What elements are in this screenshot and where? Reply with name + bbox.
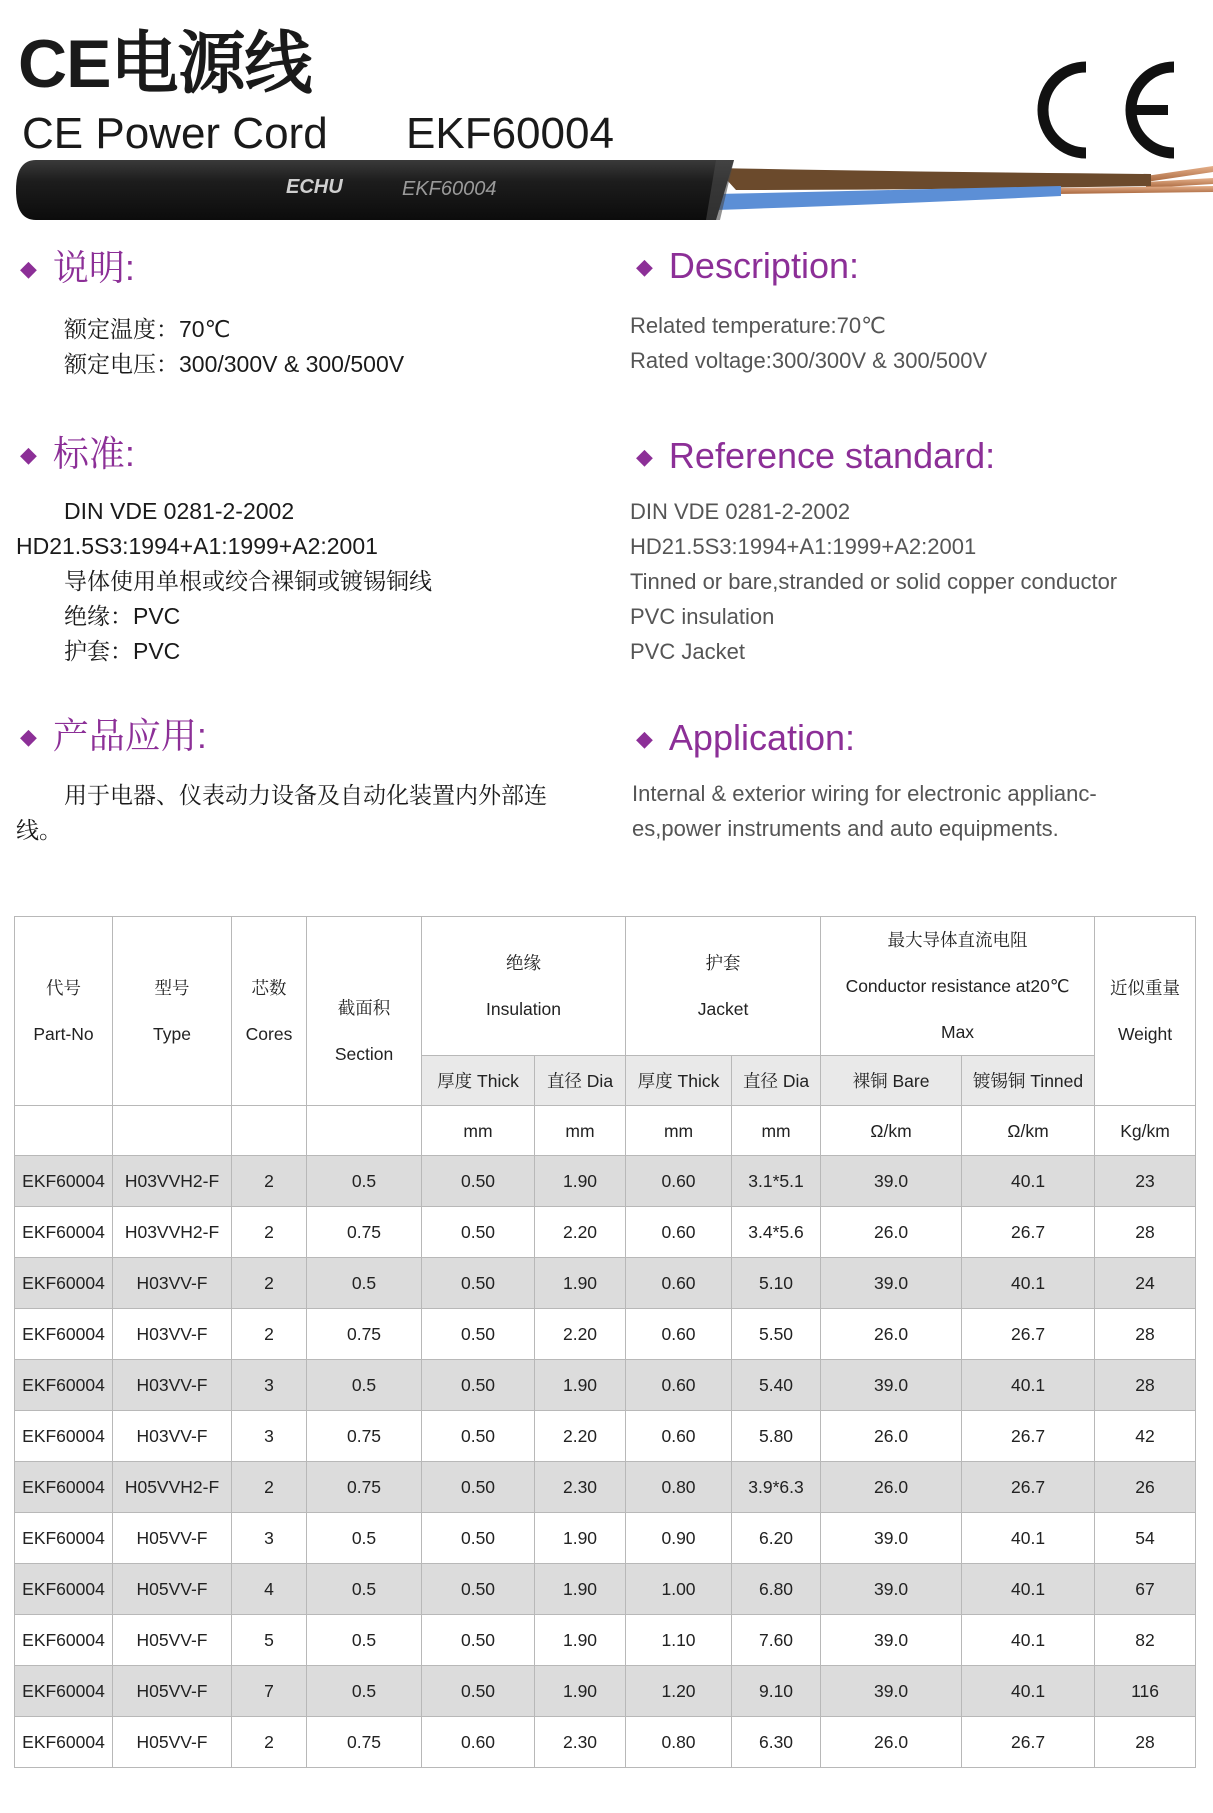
- cell-type: H05VVH2-F: [113, 1462, 232, 1513]
- section-heading-desc-zh: ◆ 说明:: [20, 247, 135, 288]
- cell-jacket-thick: 0.60: [626, 1258, 732, 1309]
- unit-cell-empty: [232, 1106, 307, 1156]
- cell-jacket-thick: 1.00: [626, 1564, 732, 1615]
- cell-resistance-tinned: 40.1: [962, 1258, 1095, 1309]
- cell-weight: 28: [1095, 1717, 1196, 1768]
- cell-cores: 5: [232, 1615, 307, 1666]
- cell-cores: 3: [232, 1411, 307, 1462]
- cell-type: H05VV-F: [113, 1615, 232, 1666]
- cell-section: 0.75: [307, 1207, 422, 1258]
- cell-jacket-dia: 6.80: [732, 1564, 821, 1615]
- ce-mark-icon: [1028, 55, 1183, 165]
- table-row: [15, 1513, 1196, 1564]
- cell-part-no: EKF60004: [15, 1666, 113, 1717]
- cell-part-no: EKF60004: [15, 1513, 113, 1564]
- unit-cell: Ω/km: [821, 1106, 962, 1156]
- header-resistance-tinned: 镀锡铜 Tinned: [962, 1056, 1095, 1106]
- cell-resistance-bare: 26.0: [821, 1207, 962, 1258]
- cell-jacket-thick: 1.10: [626, 1615, 732, 1666]
- table-row: [15, 1564, 1196, 1615]
- cell-cores: 2: [232, 1717, 307, 1768]
- app-en-text: Internal & exterior wiring for electronic applianc- es,power instruments and auto equipments.: [632, 781, 1097, 841]
- cell-resistance-tinned: 40.1: [962, 1156, 1095, 1207]
- cell-jacket-thick: 0.60: [626, 1207, 732, 1258]
- cell-insulation-dia: 1.90: [535, 1360, 626, 1411]
- cell-weight: 28: [1095, 1309, 1196, 1360]
- cell-type: H03VV-F: [113, 1360, 232, 1411]
- cell-insulation-dia: 1.90: [535, 1513, 626, 1564]
- cell-cores: 4: [232, 1564, 307, 1615]
- cell-cores: 2: [232, 1309, 307, 1360]
- cell-section: 0.75: [307, 1462, 422, 1513]
- table-row: [15, 1462, 1196, 1513]
- cell-part-no: EKF60004: [15, 1156, 113, 1207]
- cell-resistance-tinned: 26.7: [962, 1207, 1095, 1258]
- cell-part-no: EKF60004: [15, 1207, 113, 1258]
- unit-cell-empty: [113, 1106, 232, 1156]
- cell-section: 0.75: [307, 1309, 422, 1360]
- cell-resistance-tinned: 40.1: [962, 1666, 1095, 1717]
- cell-resistance-tinned: 40.1: [962, 1513, 1095, 1564]
- cell-insulation-thick: 0.50: [422, 1360, 535, 1411]
- cell-insulation-dia: 2.20: [535, 1309, 626, 1360]
- cell-section: 0.5: [307, 1258, 422, 1309]
- cell-insulation-dia: 1.90: [535, 1564, 626, 1615]
- cell-insulation-dia: 1.90: [535, 1615, 626, 1666]
- table-row: [15, 1156, 1196, 1207]
- header-cores: 芯数 Cores: [232, 917, 307, 1106]
- cell-type: H05VV-F: [113, 1666, 232, 1717]
- cell-cores: 7: [232, 1666, 307, 1717]
- unit-cell: mm: [626, 1106, 732, 1156]
- cell-part-no: EKF60004: [15, 1462, 113, 1513]
- page-title-en: CE Power Cord: [22, 109, 328, 158]
- cell-part-no: EKF60004: [15, 1717, 113, 1768]
- cell-part-no: EKF60004: [15, 1411, 113, 1462]
- cell-insulation-dia: 1.90: [535, 1666, 626, 1717]
- cell-insulation-thick: 0.50: [422, 1258, 535, 1309]
- table-row: [15, 1717, 1196, 1768]
- table-row: [15, 1207, 1196, 1258]
- cell-jacket-dia: 3.4*5.6: [732, 1207, 821, 1258]
- cell-part-no: EKF60004: [15, 1360, 113, 1411]
- cell-insulation-dia: 2.30: [535, 1717, 626, 1768]
- unit-cell: Ω/km: [962, 1106, 1095, 1156]
- cell-weight: 82: [1095, 1615, 1196, 1666]
- cell-jacket-thick: 0.90: [626, 1513, 732, 1564]
- cable-illustration: [16, 160, 1213, 240]
- cell-weight: 28: [1095, 1360, 1196, 1411]
- cell-insulation-thick: 0.50: [422, 1411, 535, 1462]
- cell-section: 0.5: [307, 1156, 422, 1207]
- cell-resistance-bare: 39.0: [821, 1258, 962, 1309]
- header-weight: 近似重量 Weight: [1095, 917, 1196, 1106]
- cell-insulation-thick: 0.50: [422, 1615, 535, 1666]
- table-row: [15, 1411, 1196, 1462]
- cell-part-no: EKF60004: [15, 1309, 113, 1360]
- header-jacket: 护套 Jacket: [626, 917, 821, 1056]
- unit-cell: Kg/km: [1095, 1106, 1196, 1156]
- section-heading-std-en: ◆ Reference standard:: [636, 435, 996, 476]
- diamond-bullet-icon: ◆: [636, 444, 653, 469]
- cable-brand-logo: ECHU: [286, 176, 343, 198]
- cell-jacket-dia: 3.1*5.1: [732, 1156, 821, 1207]
- cell-resistance-bare: 26.0: [821, 1309, 962, 1360]
- cell-cores: 3: [232, 1513, 307, 1564]
- cell-resistance-bare: 39.0: [821, 1564, 962, 1615]
- page-title-zh: CE电源线: [18, 26, 312, 102]
- cell-weight: 54: [1095, 1513, 1196, 1564]
- diamond-bullet-icon: ◆: [20, 442, 37, 467]
- cell-cores: 3: [232, 1360, 307, 1411]
- cell-resistance-bare: 39.0: [821, 1615, 962, 1666]
- cell-jacket-thick: 1.20: [626, 1666, 732, 1717]
- header-insulation-dia: 直径 Dia: [535, 1056, 626, 1106]
- cell-resistance-bare: 39.0: [821, 1156, 962, 1207]
- cell-part-no: EKF60004: [15, 1564, 113, 1615]
- cell-type: H05VV-F: [113, 1717, 232, 1768]
- cell-resistance-bare: 39.0: [821, 1513, 962, 1564]
- cell-weight: 26: [1095, 1462, 1196, 1513]
- cell-insulation-thick: 0.50: [422, 1309, 535, 1360]
- section-heading-std-zh: ◆ 标准:: [20, 433, 135, 474]
- header-resistance-bare: 裸铜 Bare: [821, 1056, 962, 1106]
- cable-print-text: EKF60004: [402, 178, 497, 200]
- cell-jacket-dia: 6.30: [732, 1717, 821, 1768]
- cell-type: H03VVH2-F: [113, 1207, 232, 1258]
- app-zh-text: 用于电器、仪表动力设备及自动化装置内外部连 线。: [16, 782, 547, 843]
- cell-cores: 2: [232, 1156, 307, 1207]
- table-row: [15, 1615, 1196, 1666]
- cell-section: 0.75: [307, 1717, 422, 1768]
- desc-en-text: Related temperature:70℃ Rated voltage:300/300V & 300/500V: [630, 313, 988, 373]
- spec-table-body: [15, 1156, 1196, 1768]
- cell-resistance-tinned: 26.7: [962, 1411, 1095, 1462]
- cell-resistance-bare: 39.0: [821, 1666, 962, 1717]
- cell-jacket-thick: 0.80: [626, 1717, 732, 1768]
- cell-type: H03VVH2-F: [113, 1156, 232, 1207]
- header-section: 截面积 Section: [307, 917, 422, 1106]
- cell-resistance-tinned: 40.1: [962, 1360, 1095, 1411]
- unit-cell-empty: [15, 1106, 113, 1156]
- cell-cores: 2: [232, 1462, 307, 1513]
- cell-insulation-thick: 0.50: [422, 1564, 535, 1615]
- cell-weight: 67: [1095, 1564, 1196, 1615]
- header-type: 型号 Type: [113, 917, 232, 1106]
- diamond-bullet-icon: ◆: [20, 724, 37, 749]
- table-row: [15, 1309, 1196, 1360]
- table-row: [15, 1666, 1196, 1717]
- cell-weight: 42: [1095, 1411, 1196, 1462]
- cell-jacket-thick: 0.60: [626, 1156, 732, 1207]
- cell-resistance-tinned: 40.1: [962, 1615, 1095, 1666]
- cell-part-no: EKF60004: [15, 1615, 113, 1666]
- cell-jacket-dia: 5.80: [732, 1411, 821, 1462]
- cell-weight: 116: [1095, 1666, 1196, 1717]
- cell-resistance-bare: 26.0: [821, 1717, 962, 1768]
- header-resistance: 最大导体直流电阻 Conductor resistance at20℃ Max: [821, 917, 1095, 1056]
- cell-type: H05VV-F: [113, 1564, 232, 1615]
- cell-weight: 23: [1095, 1156, 1196, 1207]
- cell-insulation-thick: 0.50: [422, 1156, 535, 1207]
- cell-jacket-dia: 5.40: [732, 1360, 821, 1411]
- section-heading-desc-en: ◆ Description:: [636, 245, 859, 286]
- cell-resistance-bare: 39.0: [821, 1360, 962, 1411]
- cell-jacket-dia: 5.50: [732, 1309, 821, 1360]
- diamond-bullet-icon: ◆: [636, 726, 653, 751]
- cell-resistance-tinned: 26.7: [962, 1717, 1095, 1768]
- cell-resistance-bare: 26.0: [821, 1411, 962, 1462]
- cell-jacket-thick: 0.80: [626, 1462, 732, 1513]
- unit-cell: mm: [535, 1106, 626, 1156]
- header-insulation: 绝缘 Insulation: [422, 917, 626, 1056]
- table-row: [15, 1258, 1196, 1309]
- header-part-no: 代号 Part-No: [15, 917, 113, 1106]
- cell-resistance-bare: 26.0: [821, 1462, 962, 1513]
- cell-weight: 24: [1095, 1258, 1196, 1309]
- cell-insulation-thick: 0.50: [422, 1513, 535, 1564]
- cell-weight: 28: [1095, 1207, 1196, 1258]
- unit-cell: mm: [422, 1106, 535, 1156]
- cell-jacket-dia: 9.10: [732, 1666, 821, 1717]
- cell-insulation-dia: 2.30: [535, 1462, 626, 1513]
- section-heading-app-zh: ◆ 产品应用:: [20, 715, 207, 756]
- header-insulation-thick: 厚度 Thick: [422, 1056, 535, 1106]
- header-jacket-thick: 厚度 Thick: [626, 1056, 732, 1106]
- cell-section: 0.5: [307, 1513, 422, 1564]
- cell-type: H05VV-F: [113, 1513, 232, 1564]
- cell-cores: 2: [232, 1207, 307, 1258]
- cell-jacket-thick: 0.60: [626, 1309, 732, 1360]
- cell-insulation-thick: 0.60: [422, 1717, 535, 1768]
- cell-jacket-dia: 7.60: [732, 1615, 821, 1666]
- unit-cell-empty: [307, 1106, 422, 1156]
- cell-jacket-dia: 6.20: [732, 1513, 821, 1564]
- product-code: EKF60004: [406, 109, 614, 158]
- header-jacket-dia: 直径 Dia: [732, 1056, 821, 1106]
- diamond-bullet-icon: ◆: [20, 256, 37, 281]
- cell-insulation-thick: 0.50: [422, 1207, 535, 1258]
- cell-resistance-tinned: 26.7: [962, 1309, 1095, 1360]
- spec-table: [14, 916, 1196, 1768]
- std-zh-text: DIN VDE 0281-2-2002 HD21.5S3:1994+A1:1999+A2:2001 导体使用单根或绞合裸铜或镀锡铜线 绝缘：PVC 护套：PVC: [16, 498, 432, 664]
- cell-cores: 2: [232, 1258, 307, 1309]
- cell-section: 0.5: [307, 1615, 422, 1666]
- cell-resistance-tinned: 40.1: [962, 1564, 1095, 1615]
- cell-insulation-dia: 1.90: [535, 1156, 626, 1207]
- desc-zh-text: 额定温度：70℃ 额定电压：300/300V & 300/500V: [64, 316, 405, 377]
- cell-type: H03VV-F: [113, 1309, 232, 1360]
- cell-insulation-thick: 0.50: [422, 1666, 535, 1717]
- section-heading-app-en: ◆ Application:: [636, 717, 856, 758]
- cell-type: H03VV-F: [113, 1411, 232, 1462]
- unit-cell: mm: [732, 1106, 821, 1156]
- cell-insulation-thick: 0.50: [422, 1462, 535, 1513]
- cell-section: 0.75: [307, 1411, 422, 1462]
- cell-section: 0.5: [307, 1564, 422, 1615]
- cell-jacket-thick: 0.60: [626, 1360, 732, 1411]
- cell-section: 0.5: [307, 1666, 422, 1717]
- cell-jacket-dia: 5.10: [732, 1258, 821, 1309]
- cell-part-no: EKF60004: [15, 1258, 113, 1309]
- diamond-bullet-icon: ◆: [636, 254, 653, 279]
- std-en-text: DIN VDE 0281-2-2002 HD21.5S3:1994+A1:1999+A2:2001 Tinned or bare,stranded or solid copper conductor PVC insulation PVC Jacket: [630, 499, 1118, 664]
- cell-jacket-thick: 0.60: [626, 1411, 732, 1462]
- table-row: [15, 1360, 1196, 1411]
- cell-insulation-dia: 1.90: [535, 1258, 626, 1309]
- cell-jacket-dia: 3.9*6.3: [732, 1462, 821, 1513]
- cell-insulation-dia: 2.20: [535, 1411, 626, 1462]
- cell-resistance-tinned: 26.7: [962, 1462, 1095, 1513]
- cell-insulation-dia: 2.20: [535, 1207, 626, 1258]
- cell-type: H03VV-F: [113, 1258, 232, 1309]
- cell-section: 0.5: [307, 1360, 422, 1411]
